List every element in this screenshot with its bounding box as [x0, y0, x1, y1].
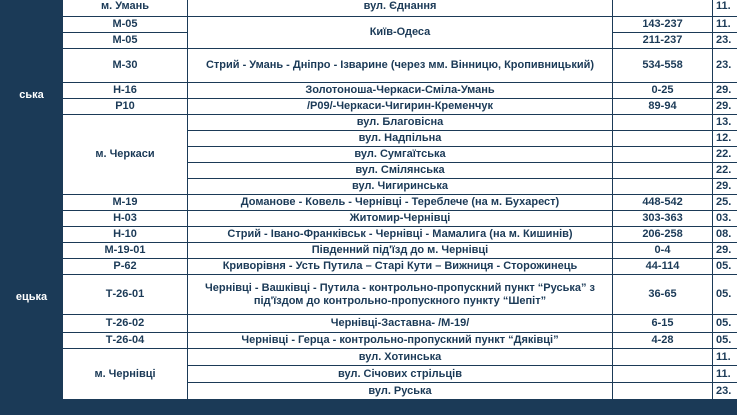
repair-date: 23. [713, 49, 737, 83]
table-row [1, 49, 737, 83]
road-code: Н-10 [63, 227, 188, 243]
road-km: 206-258 [613, 227, 713, 243]
road-name: Чернівці - Герца - контрольно-пропускний пункт “Дяківці” [188, 333, 613, 349]
region-cell [1, 195, 63, 400]
table-row [1, 99, 737, 115]
repair-date: 29. [713, 179, 737, 195]
road-name: Південний під'їзд до м. Чернівці [188, 243, 613, 259]
road-name: вул. Надпільна [188, 131, 613, 147]
road-km: 36-65 [613, 275, 713, 315]
road-km: 211-237 [613, 33, 713, 49]
repair-date: 11. [713, 366, 737, 383]
road-name: Стрий - Умань - Дніпро - Ізварине (через мм. Вінницю, Кропивницький) [188, 49, 613, 83]
road-km [613, 115, 713, 131]
region-cell [1, 0, 63, 195]
repair-date: 05. [713, 333, 737, 349]
road-name: вул. Січових стрільців [188, 366, 613, 383]
road-km: 143-237 [613, 17, 713, 33]
road-code: М-19 [63, 195, 188, 211]
road-name: Чернівці-Заставна- /М-19/ [188, 315, 613, 333]
road-code: М-05 [63, 33, 188, 49]
road-km [613, 163, 713, 179]
road-name: вул. Хотинська [188, 349, 613, 366]
table-row [1, 275, 737, 315]
table-row [1, 259, 737, 275]
road-name: вул. Чигиринська [188, 179, 613, 195]
road-name: Київ-Одеса [188, 17, 613, 49]
repair-date: 03. [713, 211, 737, 227]
repair-date: 22. [713, 163, 737, 179]
road-code: Р10 [63, 99, 188, 115]
road-name: /Р09/-Черкаси-Чигирин-Кременчук [188, 99, 613, 115]
table-row [1, 0, 737, 17]
road-km: 6-15 [613, 315, 713, 333]
road-km: 534-558 [613, 49, 713, 83]
repair-date: 23. [713, 33, 737, 49]
road-name: Золотоноша-Черкаси-Сміла-Умань [188, 83, 613, 99]
road-code: М-19-01 [63, 243, 188, 259]
table-row [1, 349, 737, 366]
road-km: 4-28 [613, 333, 713, 349]
table-row [1, 115, 737, 131]
region-name: ецька [15, 290, 48, 303]
road-code: м. Чернівці [63, 349, 188, 400]
repair-date: 05. [713, 315, 737, 333]
road-code: Н-03 [63, 211, 188, 227]
repair-date: 25. [713, 195, 737, 211]
table-row [1, 243, 737, 259]
road-code: м. Черкаси [63, 115, 188, 195]
road-name: вул. Смілянська [188, 163, 613, 179]
road-code: Т-26-04 [63, 333, 188, 349]
road-name: Криворівня - Усть Путила – Старі Кути – Вижниця - Сторожинець [188, 259, 613, 275]
road-km: 44-114 [613, 259, 713, 275]
table-row [1, 211, 737, 227]
repair-date: 29. [713, 83, 737, 99]
table-row [1, 17, 737, 33]
table-row [1, 227, 737, 243]
road-name: Чернівці - Вашківці - Путила - контрольно-пропускний пункт “Руська” з під'їздом до контрольно-пропускного пункту “Шепіт” [188, 275, 613, 315]
road-code: Н-16 [63, 83, 188, 99]
road-code: Р-62 [63, 259, 188, 275]
table-row [1, 83, 737, 99]
repair-date: 13. [713, 115, 737, 131]
road-km [613, 0, 713, 17]
repair-date: 23. [713, 383, 737, 400]
repair-date: 22. [713, 147, 737, 163]
road-km [613, 147, 713, 163]
table-row [1, 195, 737, 211]
road-km [613, 131, 713, 147]
road-code: М-05 [63, 17, 188, 33]
repair-date: 29. [713, 243, 737, 259]
table-row [1, 333, 737, 349]
repair-date: 12. [713, 131, 737, 147]
road-km [613, 179, 713, 195]
road-code: Т-26-02 [63, 315, 188, 333]
road-km: 89-94 [613, 99, 713, 115]
road-code: М-30 [63, 49, 188, 83]
region-name: ська [19, 89, 44, 101]
repair-date: 29. [713, 99, 737, 115]
road-km: 0-4 [613, 243, 713, 259]
repair-date: 11. [713, 17, 737, 33]
road-km: 448-542 [613, 195, 713, 211]
road-name: вул. Благовісна [188, 115, 613, 131]
road-km [613, 349, 713, 366]
repair-date: 11. [713, 349, 737, 366]
road-code: м. Умань [63, 0, 188, 17]
road-name: Доманове - Ковель - Чернівці - Тереблече (на м. Бухарест) [188, 195, 613, 211]
repair-date: 08. [713, 227, 737, 243]
road-code: Т-26-01 [63, 275, 188, 315]
road-km: 303-363 [613, 211, 713, 227]
road-name: вул. Єднання [188, 0, 613, 17]
road-name: Житомир-Чернівці [188, 211, 613, 227]
repair-date: 05. [713, 275, 737, 315]
road-km [613, 366, 713, 383]
repair-date: 11. [713, 0, 737, 17]
road-name: вул. Руська [188, 383, 613, 400]
repair-date: 05. [713, 259, 737, 275]
table-row [1, 315, 737, 333]
road-km: 0-25 [613, 83, 713, 99]
road-name: Стрий - Івано-Франківськ - Чернівці - Мамалига (на м. Кишинів) [188, 227, 613, 243]
road-km [613, 383, 713, 400]
road-name: вул. Сумгаїтська [188, 147, 613, 163]
